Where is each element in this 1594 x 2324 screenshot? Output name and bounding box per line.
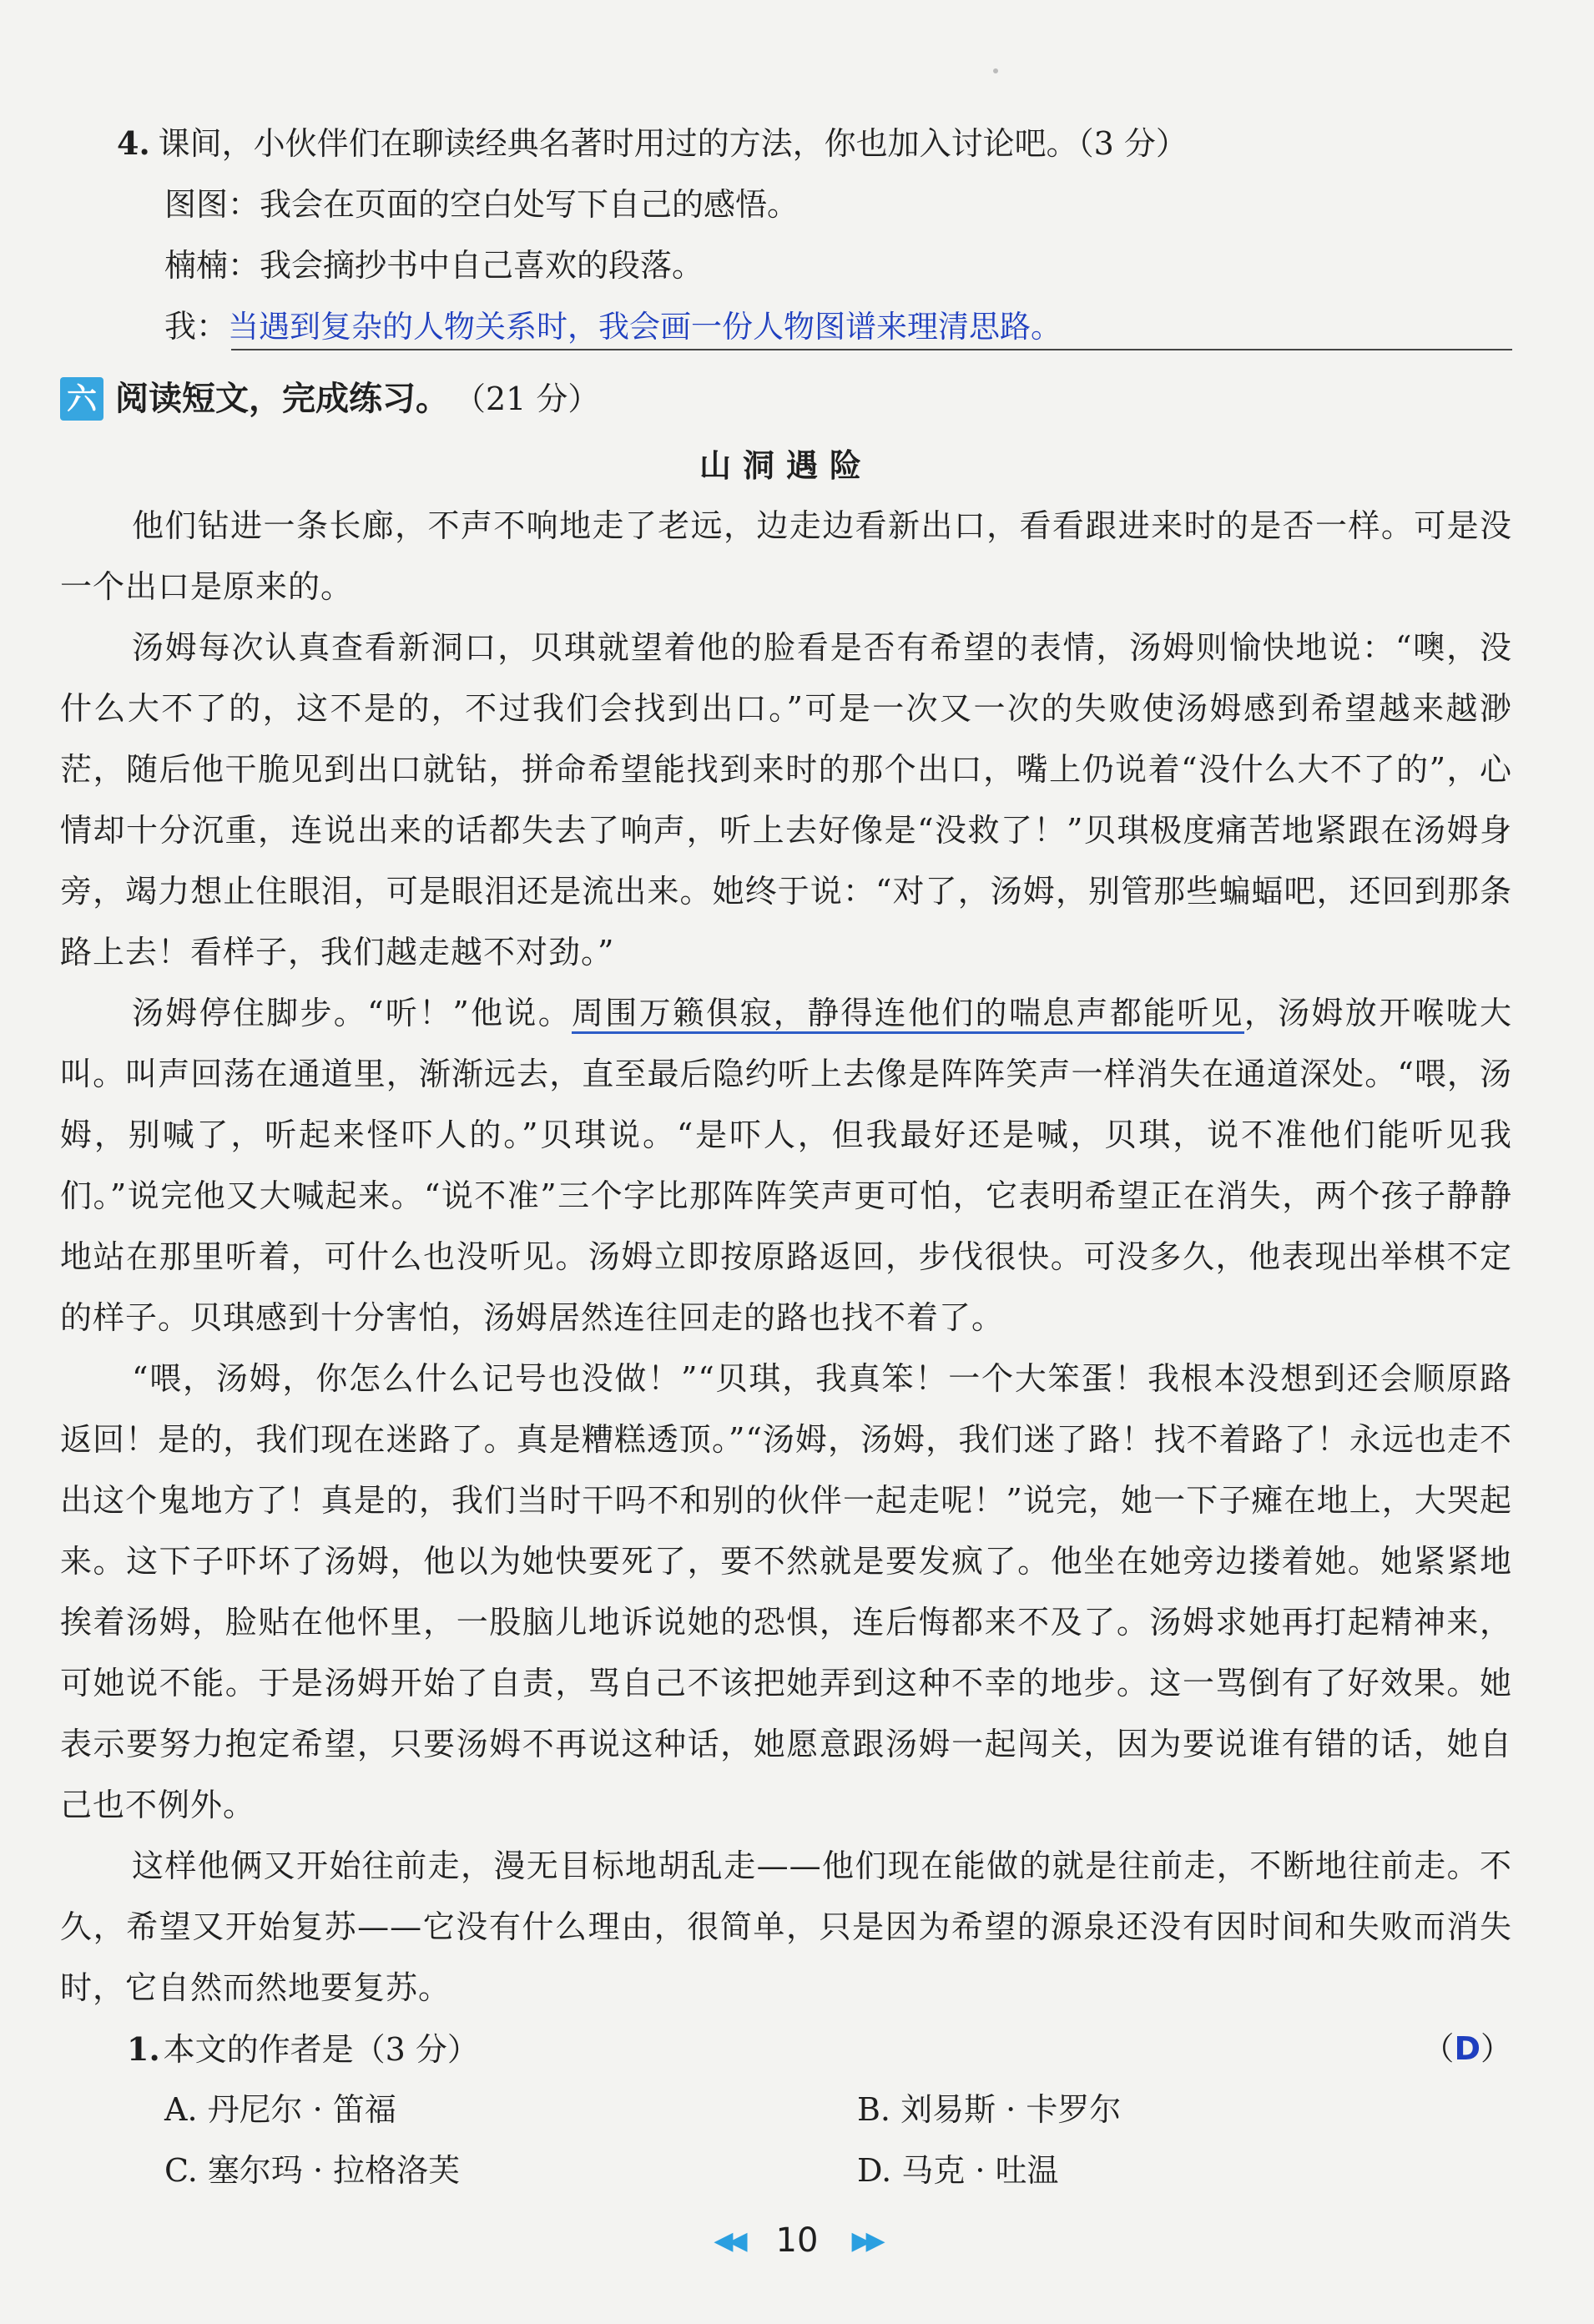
- option-b: B. 刘易斯 · 卡罗尔: [857, 2091, 1122, 2128]
- section-badge: 六: [60, 377, 103, 421]
- scan-speck: [993, 68, 998, 73]
- answer-underline: [231, 349, 1512, 350]
- story-paragraph-5: 这样他俩又开始往前走，漫无目标地胡乱走——他们现在能做的就是往前走，不断地往前走。不久，希望又开始复苏——它没有什么理由，很简单，只是因为希望的源泉还没有因时间和失败而消失时，它自然而然地要复苏。: [60, 1848, 1512, 2006]
- story-paragraph-2: 汤姆每次认真查看新洞口，贝琪就望着他的脸看是否有希望的表情，汤姆则愉快地说：“噢，没什么大不了的，这不是的，不过我们会找到出口。”可是一次又一次的失败使汤姆感到希望越来越渺茫，随后他干脆见到出口就钻，拼命希望能找到来时的那个出口，嘴上仍说着“没什么大不了的”，心情却十分沉重，连说出来的话都失去了响声，听上去好像是“没救了！”贝琪极度痛苦地紧跟在汤姆身旁，竭力想止住眼泪，可是眼泪还是流出来。她终于说：“对了，汤姆，别管那些蝙蝠吧，还回到那条路上去！看样子，我们越走越不对劲。”: [60, 629, 1512, 970]
- q4-me-label: 我：: [164, 308, 229, 345]
- paren-close: ）: [1480, 2030, 1512, 2067]
- q4-prompt: 课间，小伙伴们在聊读经典名著时用过的方法，你也加入讨论吧。（3 分）: [158, 125, 1188, 162]
- section-title: 阅读短文，完成练习。: [115, 379, 449, 418]
- q1-answer: D: [1454, 2030, 1481, 2067]
- q4-dialog-tutu: 图图：我会在页面的空白处写下自己的感悟。: [164, 186, 800, 223]
- q1-prompt: 本文的作者是（3 分）: [163, 2030, 479, 2068]
- story-paragraph-3: [60, 983, 1512, 1349]
- q1-answer-box: [1422, 2019, 1512, 2080]
- prev-page-icon[interactable]: ◀◀: [714, 2226, 743, 2256]
- underlined-sentence: 周围万籁俱寂，静得连他们的喘息声都能听见: [572, 995, 1244, 1034]
- page-number: 10: [775, 2221, 819, 2260]
- q1-options: [60, 2080, 1512, 2201]
- option-c: C. 塞尔玛 · 拉格洛芙: [164, 2152, 461, 2189]
- q4-dialog-nannan: 楠楠：我会摘抄书中自己喜欢的段落。: [164, 247, 704, 284]
- story-title: 山洞遇险: [699, 447, 873, 484]
- q4-handwritten-answer: 当遇到复杂的人物关系时，我会画一份人物图谱来理清思路。: [228, 309, 1062, 345]
- q1-number: 1.: [127, 2029, 160, 2068]
- next-page-icon[interactable]: ▶▶: [851, 2226, 880, 2256]
- q1-prompt-wrap: [127, 2019, 479, 2080]
- q4-prompt-line: [60, 113, 1512, 174]
- section-six-header: [60, 365, 1512, 432]
- story-paragraph-1: 他们钻进一条长廊，不声不响地走了老远，边走边看新出口，看看跟进来时的是否一样。可是没一个出口是原来的。: [60, 507, 1512, 605]
- q4-number: 4.: [117, 124, 150, 162]
- section-score: （21 分）: [454, 380, 600, 417]
- story-paragraph-4: “喂，汤姆，你怎么什么记号也没做！”“贝琪，我真笨！一个大笨蛋！我根本没想到还会顺原路返回！是的，我们现在迷路了。真是糟糕透顶。”“汤姆，汤姆，我们迷了路！找不着路了！永远也走不出这个鬼地方了！真是的，我们当时干吗不和别的伙伴一起走呢！”说完，她一下子瘫在地上，大哭起来。这下子吓坏了汤姆，他以为她快要死了，要不然就是要发疯了。他坐在她旁边搂着她。她紧紧地挨着汤姆，脸贴在他怀里，一股脑儿地诉说她的恐惧，连后悔都来不及了。汤姆求她再打起精神来，可她说不能。于是汤姆开始了自责，骂自己不该把她弄到这种不幸的地步。这一骂倒有了好效果。她表示要努力抱定希望，只要汤姆不再说这种话，她愿意跟汤姆一起闯关，因为要说谁有错的话，她自己也不例外。: [60, 1360, 1512, 1823]
- page-footer: [0, 2211, 1594, 2270]
- option-d: D. 马克 · 吐温: [857, 2152, 1059, 2189]
- paren-open: （: [1422, 2030, 1455, 2067]
- page-content: [60, 113, 1512, 2201]
- q4-answer-line: [60, 296, 1512, 357]
- option-a: A. 丹尼尔 · 笛福: [164, 2091, 396, 2128]
- para3-before: 汤姆停住脚步。“听！”他说。: [132, 995, 572, 1031]
- q1-row: [60, 2019, 1512, 2080]
- para3-after: ，汤姆放开喉咙大叫。叫声回荡在通道里，渐渐远去，直至最后隐约听上去像是阵阵笑声一样消失在通道深处。“喂，汤姆，别喊了，听起来怪吓人的。”贝琪说。“是吓人，但我最好还是喊，贝琪，说不准他们能听见我们。”说完他又大喊起来。“说不准”三个字比那阵阵笑声更可怕，它表明希望正在消失，两个孩子静静地站在那里听着，可什么也没听见。汤姆立即按原路返回，步伐很快。可没多久，他表现出举棋不定的样子。贝琪感到十分害怕，汤姆居然连往回走的路也找不着了。: [60, 995, 1512, 1336]
